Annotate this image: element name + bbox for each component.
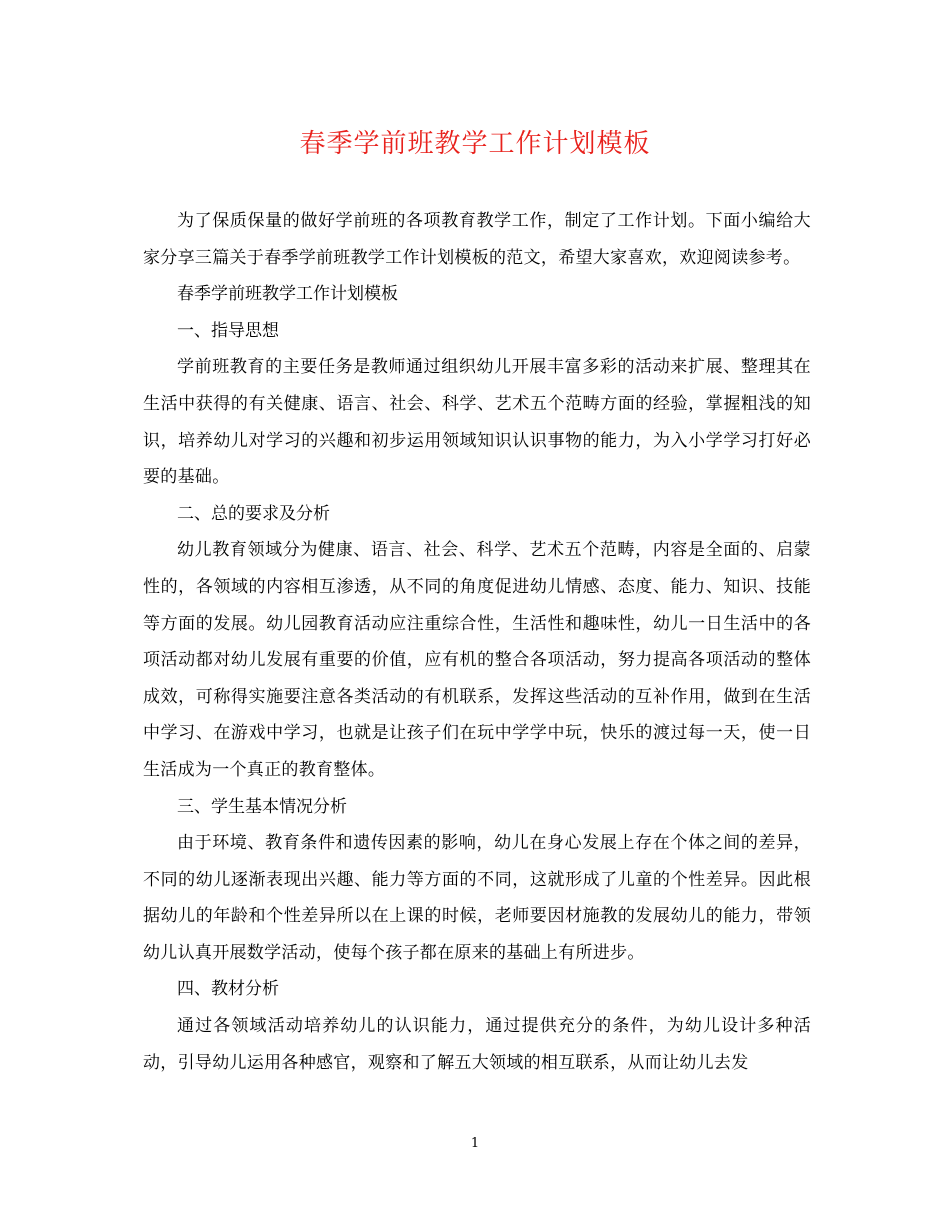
section-paragraph-requirements: 幼儿教育领域分为健康、语言、社会、科学、艺术五个范畴，内容是全面的、启蒙性的，各领域的内容相互渗透，从不同的角度促进幼儿情感、态度、能力、知识、技能等方面的发展。幼儿园教育活动应注重综合性，生活性和趣味性，幼儿一日生活中的各项活动都对幼儿发展有重要的价值，应有机的整合各项活动，努力提高各项活动的整体成效，可称得实施要注意各类活动的有机联系，发挥这些活动的互补作用，做到在生活中学习、在游戏中学习，也就是让孩子们在玩中学学中玩，快乐的渡过每一天，使一日生活成为一个真正的教育整体。 xyxy=(143,540,811,780)
section-heading-requirements: 二、总的要求及分析 xyxy=(177,503,330,524)
document-body xyxy=(143,203,811,1081)
section-heading-student-analysis: 三、学生基本情况分析 xyxy=(177,796,347,817)
section-heading-guiding-thought: 一、指导思想 xyxy=(177,320,279,341)
intro-paragraph: 为了保质保量的做好学前班的各项教育教学工作，制定了工作计划。下面小编给大家分享三篇关于春季学前班教学工作计划模板的范文，希望大家喜欢，欢迎阅读参考。 xyxy=(143,211,811,268)
subtitle-line: 春季学前班教学工作计划模板 xyxy=(177,284,398,305)
section-paragraph-student-analysis: 由于环境、教育条件和遗传因素的影响，幼儿在身心发展上存在个体之间的差异，不同的幼儿逐渐表现出兴趣、能力等方面的不同，这就形成了儿童的个性差异。因此根据幼儿的年龄和个性差异所以在上课的时候，老师要因材施教的发展幼儿的能力，带领幼儿认真开展数学活动，使每个孩子都在原来的基础上有所进步。 xyxy=(143,833,811,963)
section-paragraph-material-analysis: 通过各领域活动培养幼儿的认识能力，通过提供充分的条件，为幼儿设计多种活动，引导幼儿运用各种感官，观察和了解五大领域的相互联系，从而让幼儿去发 xyxy=(143,1016,811,1073)
section-paragraph-guiding-thought: 学前班教育的主要任务是教师通过组织幼儿开展丰富多彩的活动来扩展、整理其在生活中获得的有关健康、语言、社会、科学、艺术五个范畴方面的经验，掌握粗浅的知识，培养幼儿对学习的兴趣和初步运用领域知识认识事物的能力，为入小学学习打好必要的基础。 xyxy=(143,357,811,488)
section-heading-material-analysis: 四、教材分析 xyxy=(177,979,279,1000)
page-number: 1 xyxy=(470,1136,480,1151)
document-title: 春季学前班教学工作计划模板 xyxy=(299,129,651,159)
